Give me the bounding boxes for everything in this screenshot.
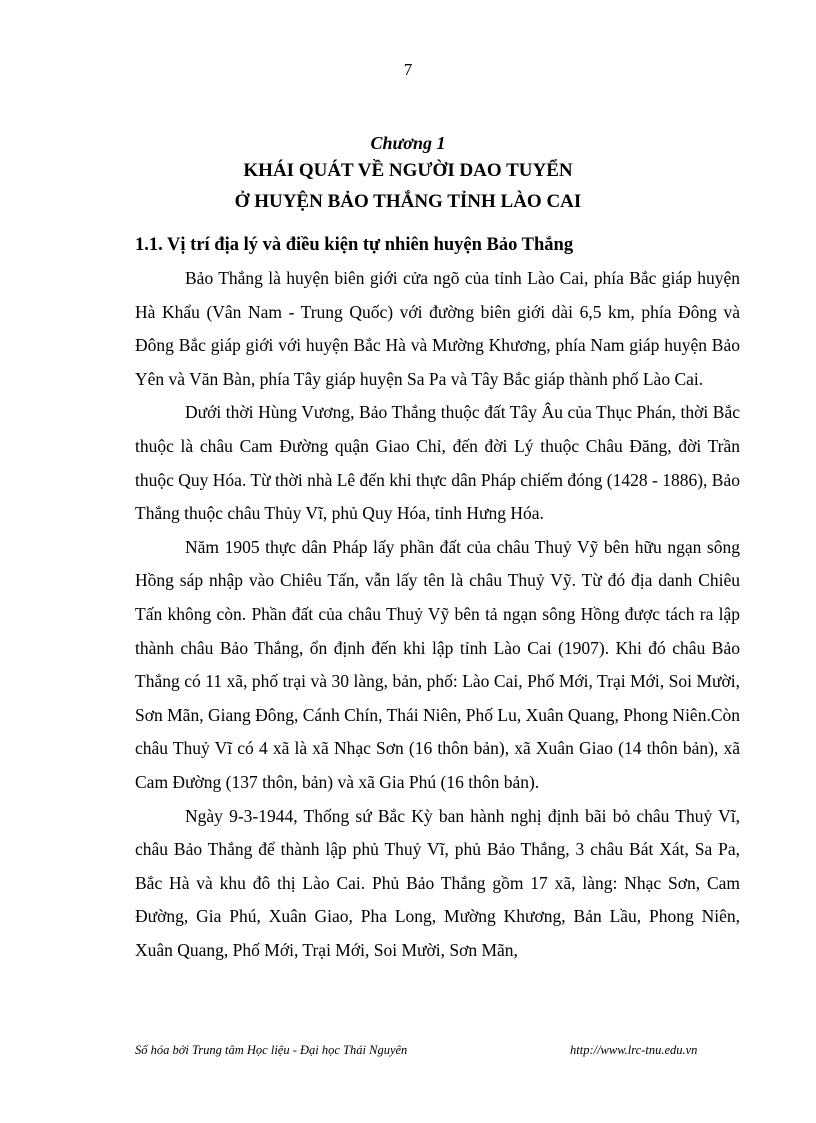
body-text	[135, 262, 740, 967]
section-heading: 1.1. Vị trí địa lý và điều kiện tự nhiên huyện Bảo Thắng	[135, 235, 574, 255]
chapter-title-line-1: KHÁI QUÁT VỀ NGƯỜI DAO TUYỂN	[243, 160, 573, 181]
paragraph: Dưới thời Hùng Vương, Bảo Thắng thuộc đất Tây Âu của Thục Phán, thời Bắc thuộc là châu Cam Đường quận Giao Chỉ, đến đời Lý thuộc Châu Đăng, đời Trần thuộc Quy Hóa. Từ thời nhà Lê đến khi thực dân Pháp chiếm đóng (1428 - 1886), Bảo Thắng thuộc châu Thủy Vĩ, phủ Quy Hóa, tỉnh Hưng Hóa.	[135, 402, 740, 524]
chapter-label: Chương 1	[370, 133, 446, 153]
footer-credit: Số hóa bởi Trung tâm Học liệu - Đại học Thái Nguyên	[135, 1043, 408, 1057]
paragraph: Năm 1905 thực dân Pháp lấy phần đất của châu Thuỷ Vỹ bên hữu ngạn sông Hồng sáp nhập vào Chiêu Tấn, vẫn lấy tên là châu Thuỷ Vỹ. Từ đó địa danh Chiêu Tấn không còn. Phần đất của châu Thuỷ Vỹ bên tả ngạn sông Hồng được tách ra lập thành châu Bảo Thắng, ổn định đến khi lập tỉnh Lào Cai (1907). Khi đó châu Bảo Thắng có 11 xã, phố trại và 30 làng, bản, phố: Lào Cai, Phố Mới, Trại Mới, Soi Mười, Sơn Mãn, Giang Đông, Cánh Chín, Thái Niên, Phố Lu, Xuân Quang, Phong Niên.Còn châu Thuỷ Vĩ có 4 xã là xã Nhạc Sơn (16 thôn bản), xã Xuân Giao (14 thôn bản), xã Cam Đường (137 thôn, bản) và xã Gia Phú (16 thôn bản).	[135, 536, 740, 792]
paragraph: Bảo Thắng là huyện biên giới cửa ngõ của tỉnh Lào Cai, phía Bắc giáp huyện Hà Khẩu (Vân Nam - Trung Quốc) với đường biên giới dài 6,5 km, phía Đông và Đông Bắc giáp giới với huyện Bắc Hà và Mường Khương, phía Nam giáp huyện Bảo Yên và Văn Bàn, phía Tây giáp huyện Sa Pa và Tây Bắc giáp thành phố Lào Cai.	[135, 268, 740, 389]
footer-url: http://www.lrc-tnu.edu.vn	[570, 1043, 698, 1057]
chapter-title-line-2: Ở HUYỆN BẢO THẮNG TỈNH LÀO CAI	[234, 191, 582, 212]
page-number: 7	[403, 60, 413, 79]
paragraph: Ngày 9-3-1944, Thống sứ Bắc Kỳ ban hành nghị định bãi bỏ châu Thuỷ Vĩ, châu Bảo Thắng để thành lập phủ Thuỷ Vĩ, phủ Bảo Thắng, 3 châu Bát Xát, Sa Pa, Bắc Hà và khu đô thị Lào Cai. Phủ Bảo Thắng gồm 17 xã, làng: Nhạc Sơn, Cam Đường, Gia Phú, Xuân Giao, Pha Long, Mường Khương, Bản Lầu, Phong Niên, Xuân Quang, Phố Mới, Trại Mới, Soi Mười, Sơn Mãn,	[135, 805, 740, 960]
